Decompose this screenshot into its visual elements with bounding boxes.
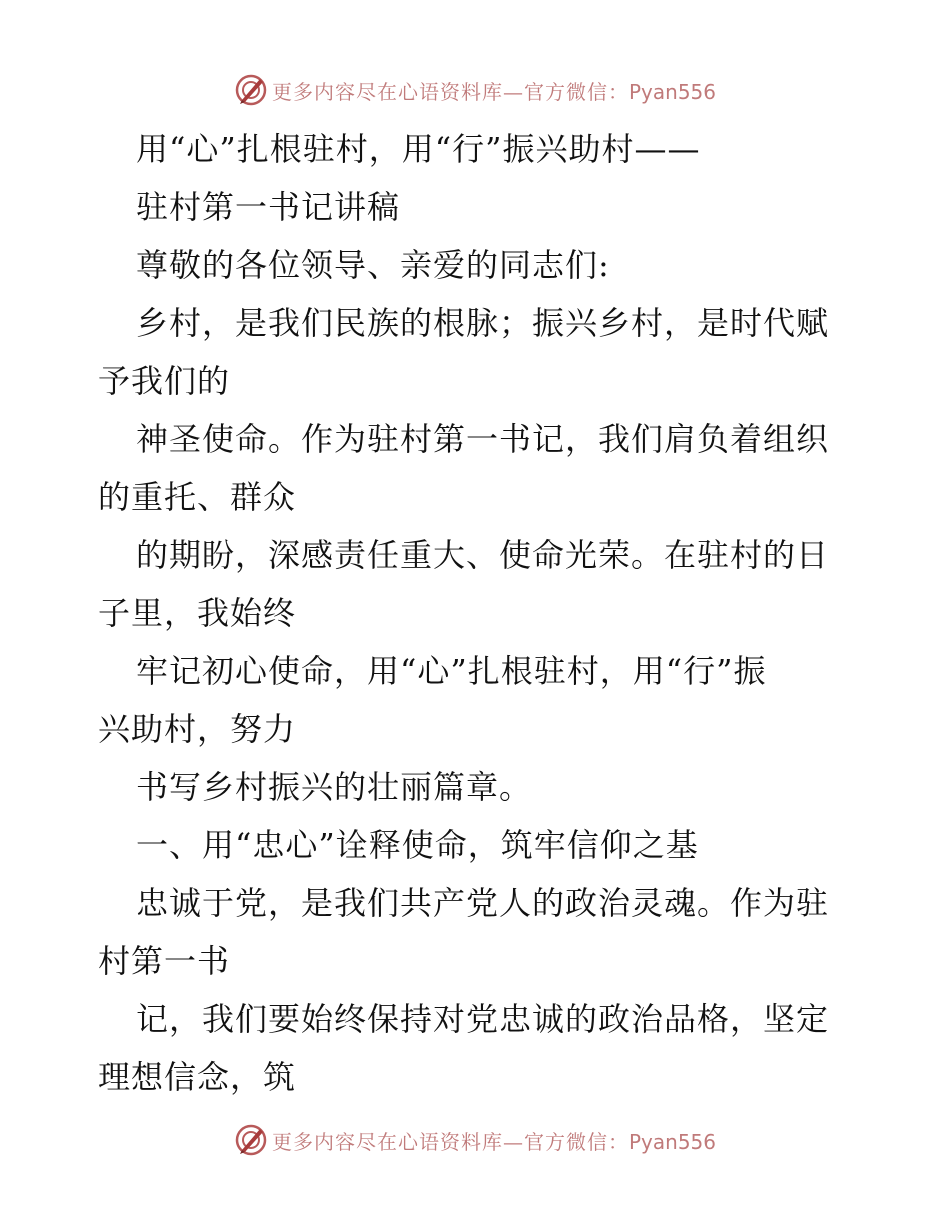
document-body <box>98 120 858 1106</box>
text-line: 的重托、群众 <box>98 478 297 516</box>
text-line: 乡村，是我们民族的根脉；振兴乡村，是时代赋 <box>136 304 830 342</box>
text-line: 子里，我始终 <box>98 594 297 632</box>
text-line: 记，我们要始终保持对党忠诚的政治品格，坚定 <box>136 1000 830 1038</box>
text-line: 的期盼，深感责任重大、使命光荣。在驻村的日 <box>136 536 830 574</box>
watermark-text: 更多内容尽在心语资料库—官方微信：Pyan556 <box>271 1129 716 1154</box>
wechat-id: Pyan556 <box>628 79 716 104</box>
text-line: 一、用“忠心”诠释使命，筑牢信仰之基 <box>136 826 699 864</box>
text-line: 驻村第一书记讲稿 <box>136 188 401 226</box>
text-line: 书写乡村振兴的壮丽篇章。 <box>136 768 533 806</box>
text-line: 牢记初心使命，用“心”扎根驻村，用“行”振 <box>136 652 767 690</box>
text-line: 村第一书 <box>98 942 231 980</box>
wechat-id: Pyan556 <box>628 1129 716 1154</box>
pen-logo-icon <box>234 1123 268 1157</box>
text-line: 尊敬的各位领导、亲爱的同志们: <box>136 246 610 284</box>
footer-watermark <box>0 1120 950 1160</box>
text-line: 兴助村，努力 <box>98 710 297 748</box>
header-watermark <box>0 70 950 110</box>
text-line: 予我们的 <box>98 362 231 400</box>
pen-logo-icon <box>234 73 268 107</box>
text-line: 用“心”扎根驻村，用“行”振兴助村—— <box>136 130 701 168</box>
watermark-text: 更多内容尽在心语资料库—官方微信：Pyan556 <box>271 79 716 104</box>
text-line: 忠诚于党，是我们共产党人的政治灵魂。作为驻 <box>136 884 830 922</box>
text-line: 理想信念，筑 <box>98 1058 297 1096</box>
text-line: 神圣使命。作为驻村第一书记，我们肩负着组织 <box>136 420 830 458</box>
